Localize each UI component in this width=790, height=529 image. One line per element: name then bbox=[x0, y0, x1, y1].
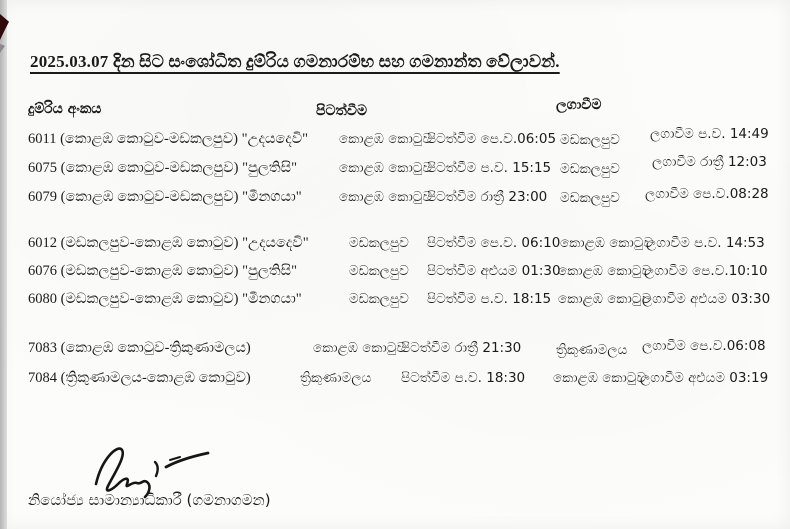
arrival-station-cell: මඩකලපුව bbox=[560, 161, 620, 177]
column-header-departure: පිටත්වීම bbox=[316, 103, 368, 119]
document-title: 2025.03.07 දින සිට සංශෝධිත දුම්රිය ගමනාරම්භ සහ ගමනාන්ත වේලාවන්. bbox=[30, 52, 560, 71]
departure-time-cell: පිටත්වීම අළුයම 01:30 bbox=[427, 263, 561, 279]
departure-time-cell: පිටත්වීම පෙ.ව.06:05 bbox=[427, 131, 557, 147]
table-row bbox=[0, 126, 790, 153]
departure-time-cell: පිටත්වීම පෙ.ව. 06:10 bbox=[427, 235, 561, 251]
departure-station-cell: මඩකලපුව bbox=[349, 263, 409, 279]
departure-time-cell: පිටත්වීම ප.ව. 18:30 bbox=[401, 370, 526, 386]
departure-station-cell: මඩකලපුව bbox=[349, 291, 409, 307]
arrival-station-cell: මඩකලපුව bbox=[560, 132, 620, 148]
table-row bbox=[0, 291, 790, 313]
arrival-time-cell: ලගාවීම පෙ.ව.10:10 bbox=[644, 263, 768, 279]
arrival-time-cell: ලගාවීම රාත්‍රී 12:03 bbox=[652, 154, 767, 170]
departure-station-cell: කොළඹ කොටුව bbox=[339, 189, 433, 205]
arrival-station-cell: කොළඹ කොටුව bbox=[558, 291, 652, 307]
table-row bbox=[0, 263, 790, 285]
departure-station-cell: කොළඹ කොටුව bbox=[313, 340, 407, 356]
train-number-route-cell: 6079 (කොළඹ කොටුව-මඩකලපුව) "මීනගයා" bbox=[28, 189, 302, 205]
arrival-station-cell: ත්‍රිකුණාමලය bbox=[556, 342, 628, 358]
train-number-route-cell: 6075 (කොළඹ කොටුව-මඩකලපුව) "පුලතිසි" bbox=[28, 160, 298, 176]
arrival-time-cell: ලගාවීම පෙ.ව.06:08 bbox=[642, 338, 766, 354]
departure-time-cell: පිටත්වීම ප.ව. 15:15 bbox=[427, 160, 552, 176]
table-row bbox=[0, 186, 790, 211]
train-number-route-cell: 6011 (කොළඹ කොටුව-මඩකලපුව) "උදයදෙවි" bbox=[28, 131, 309, 147]
train-number-route-cell: 7084 (ත්‍රිකුණාමලය-කොළඹ කොටුව) bbox=[28, 370, 251, 386]
table-row bbox=[0, 340, 790, 362]
departure-station-cell: ත්‍රිකුණාමලය bbox=[300, 370, 372, 386]
arrival-station-cell: කොළඹ කොටුව bbox=[553, 370, 647, 386]
train-number-route-cell: 6076 (මඩකලපුව-කොළඹ කොටුව) "පුලතිසි" bbox=[28, 263, 298, 279]
arrival-station-cell: කොළඹ කොටුව bbox=[560, 235, 654, 251]
arrival-time-cell: ලගාවීම ප.ව. 14:53 bbox=[646, 235, 765, 251]
signature-designation: නියෝජ්‍ය සාමාන්‍යාධිකාරී (ගමනාගමන) bbox=[28, 491, 271, 509]
table-row bbox=[0, 370, 790, 392]
departure-time-cell: පිටත්වීම රාත්‍රී 23:00 bbox=[427, 189, 548, 205]
train-number-route-cell: 7083 (කොළඹ කොටුව-ත්‍රිකුණාමලය) bbox=[28, 340, 251, 356]
departure-station-cell: කොළඹ කොටුව bbox=[339, 160, 433, 176]
departure-time-cell: පිටත්වීම ප.ව. 18:15 bbox=[427, 291, 552, 307]
arrival-time-cell: ලගාවීම අළුයම 03:19 bbox=[640, 370, 769, 386]
departure-station-cell: මඩකලපුව bbox=[349, 235, 409, 251]
arrival-time-cell: ලගාවීම අළුයම 03:30 bbox=[642, 291, 771, 307]
arrival-time-cell: ලගාවීම ප.ව. 14:49 bbox=[650, 126, 769, 142]
column-header-arrival: ලගාවීම bbox=[556, 97, 602, 113]
table-row bbox=[0, 154, 790, 182]
departure-station-cell: කොළඹ කොටුව bbox=[339, 131, 433, 147]
train-number-route-cell: 6012 (මඩකලපුව-කොළඹ කොටුව) "උදයදෙවි" bbox=[28, 235, 309, 251]
arrival-station-cell: මඩකලපුව bbox=[560, 190, 620, 206]
arrival-time-cell: ලගාවීම පෙ.ව.08:28 bbox=[645, 186, 769, 202]
train-number-route-cell: 6080 (මඩකලපුව-කොළඹ කොටුව) "මීනගයා" bbox=[28, 291, 302, 307]
table-row bbox=[0, 235, 790, 257]
arrival-station-cell: කොළඹ කොටුව bbox=[558, 263, 652, 279]
column-header-train-number: දුම්රිය අංකය bbox=[28, 101, 102, 117]
departure-time-cell: පිටත්වීම රාත්‍රී 21:30 bbox=[401, 340, 522, 356]
